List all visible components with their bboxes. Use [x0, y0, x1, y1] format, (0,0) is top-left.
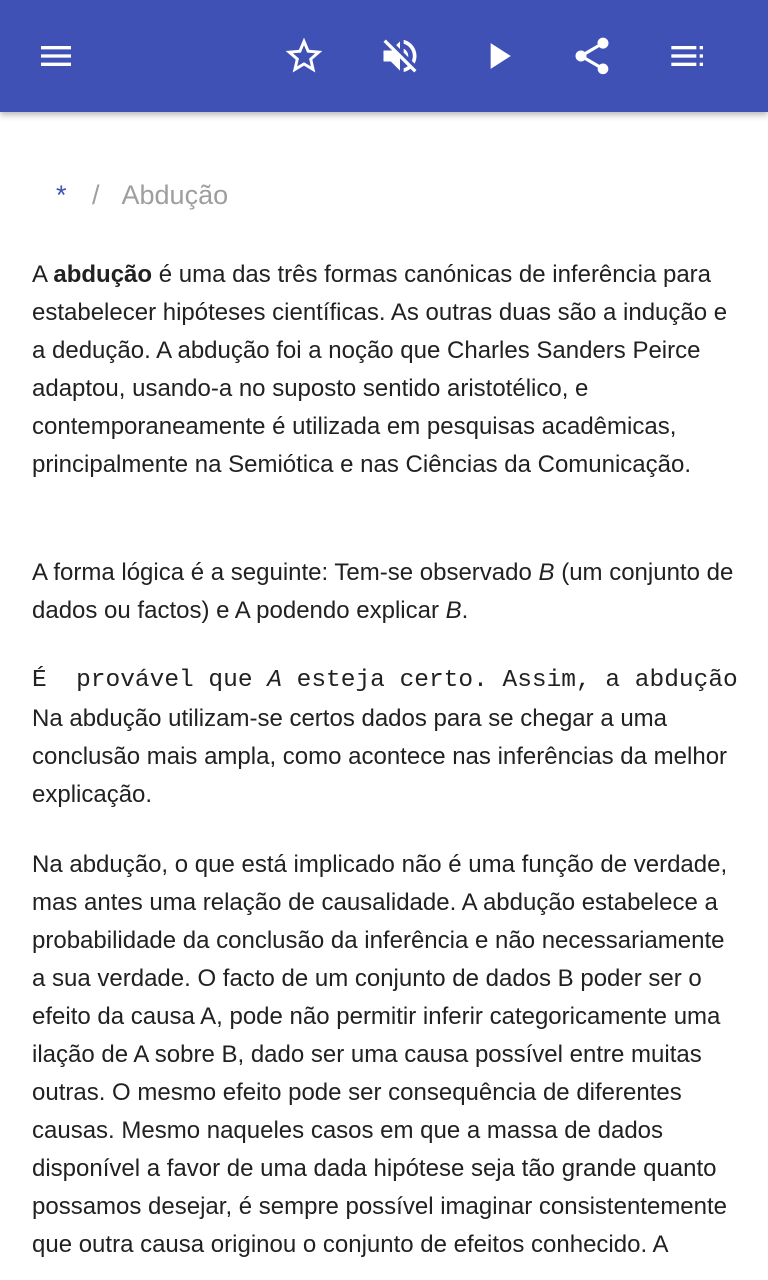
share-icon	[570, 34, 614, 78]
mute-button[interactable]	[372, 28, 428, 84]
article-paragraph-4: Na abdução, o que está implicado não é uma função de verdade, mas antes uma relação de causalidade. A abdução estabelece a probabilidade da conclusão da inferência e não necessariamente a sua verdade. O facto de um conjunto de dados B poder ser o efeito da causa A, pode não permitir inferir categoricamente uma ilação de A sobre B, dado ser uma causa possível entre muitas outras. O mesmo efeito pode ser consequência de diferentes causas. Mesmo naqueles casos em que a massa de dados disponível a favor de uma dada hipótese seja tão grande quanto possamos desejar, é sempre possível imaginar consistentemente que outra causa originou o conjunto de efeitos conhecido. A	[32, 851, 728, 1258]
paragraph-1-text: é uma das três formas canónicas de inferência para estabelecer hipóteses científicas. As outras duas são a indução e a dedução. A abdução foi a noção que Charles Sanders Peirce adaptou, usando-a no suposto sentido aristotélico, e contemporaneamente é utilizada em pesquisas acadêmicas, principalmente na Semiótica e nas Ciências da Comunicação.	[32, 261, 728, 478]
paragraph-2-text-2: (um conjunto de dados ou factos) e A podendo explicar	[32, 559, 734, 624]
article-paragraph-2	[32, 554, 744, 630]
menu-icon	[36, 36, 76, 76]
share-button[interactable]	[564, 28, 620, 84]
formula-text-1: É provável que	[32, 667, 268, 694]
article-paragraph-1	[32, 256, 744, 484]
volume-off-icon	[378, 34, 422, 78]
star-outline-icon	[282, 34, 326, 78]
breadcrumb	[56, 180, 228, 211]
paragraph-2-text-3: .	[461, 597, 469, 624]
app-bar	[0, 0, 768, 112]
formula-variable-a: A	[267, 667, 282, 694]
variable-b-1: B	[538, 559, 555, 586]
menu-button[interactable]	[28, 28, 84, 84]
paragraph-1-prefix: A	[32, 261, 54, 288]
formula-line	[32, 662, 768, 700]
variable-b-2: B	[445, 597, 462, 624]
article-term: abdução	[53, 261, 153, 288]
formula-text-2: esteja certo. Assim, a abdução	[281, 667, 738, 694]
breadcrumb-current: Abdução	[121, 180, 229, 210]
play-icon	[476, 34, 520, 78]
contents-button[interactable]	[660, 28, 716, 84]
play-button[interactable]	[470, 28, 526, 84]
list-icon	[668, 36, 708, 76]
breadcrumb-separator: /	[92, 180, 100, 210]
breadcrumb-root-link[interactable]: *	[56, 180, 67, 210]
paragraph-2-text-1: A forma lógica é a seguinte: Tem-se observado	[32, 559, 539, 586]
article-content	[0, 112, 768, 1280]
article-paragraph-3: Na abdução utilizam-se certos dados para se chegar a uma conclusão mais ampla, como acontece nas inferências da melhor explicação.	[32, 705, 728, 808]
favorite-button[interactable]	[276, 28, 332, 84]
